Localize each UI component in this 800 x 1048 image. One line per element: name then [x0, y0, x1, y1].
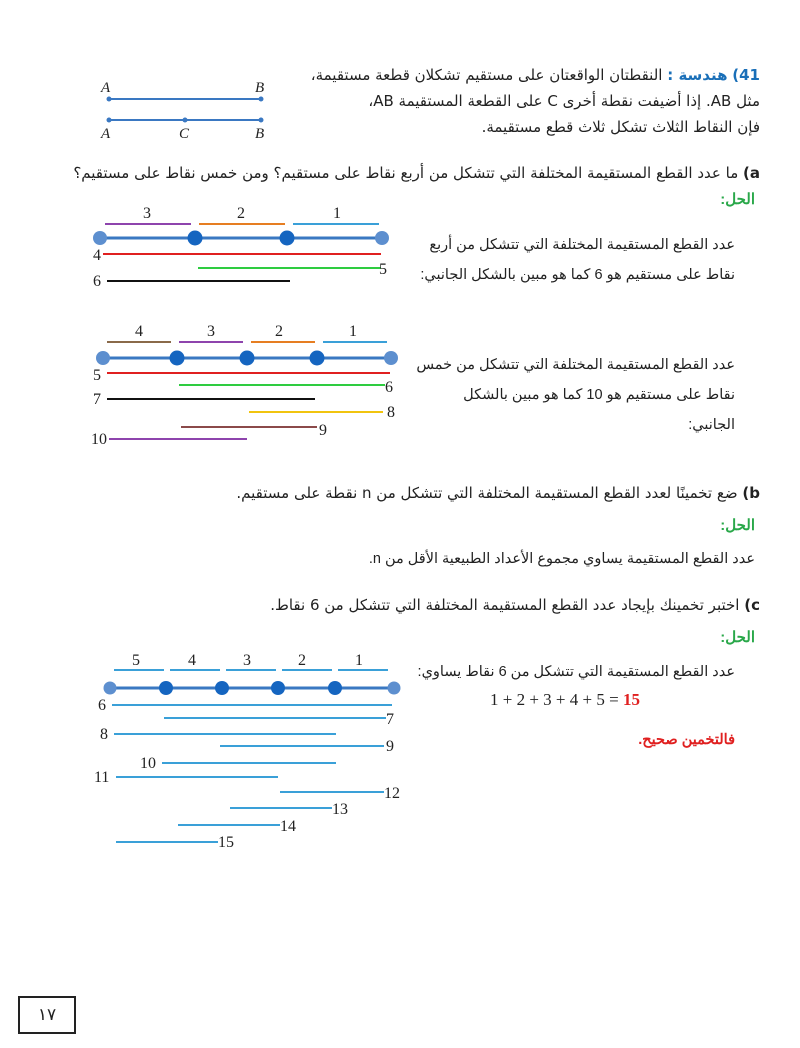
- part-b-letter: b): [742, 484, 760, 502]
- label-2: 2: [298, 652, 306, 669]
- label-b-2: B: [255, 126, 265, 142]
- segment-ab-figure: [95, 74, 285, 144]
- part-b-question: [40, 480, 760, 506]
- label-15: 15: [218, 834, 234, 851]
- label-1: 1: [355, 652, 363, 669]
- label-8: 8: [100, 726, 108, 743]
- label-1: 1: [349, 323, 357, 340]
- point-3: [240, 351, 255, 366]
- label-7: 7: [386, 711, 394, 728]
- problem-number: 41): [732, 66, 760, 84]
- label-b-1: B: [255, 80, 265, 96]
- label-4: 4: [93, 247, 101, 264]
- problem-line-2: مثل AB. إذا أضيفت نقطة أخرى C على القطعة المستقيمة AB،: [368, 92, 760, 110]
- point-b-2: [259, 118, 264, 123]
- label-10: 10: [91, 431, 107, 448]
- part-a-text-4-points: عدد القطع المستقيمة المختلفة التي تتشكل من أربع نقاط على مستقيم هو 6 كما هو مبين بالشكل الجانبي:: [420, 237, 735, 283]
- problem-tag: هندسة :: [667, 66, 728, 84]
- label-5: 5: [93, 367, 101, 384]
- point-6: [388, 682, 401, 695]
- label-11: 11: [94, 769, 110, 786]
- label-2: 2: [237, 205, 245, 222]
- label-7: 7: [93, 391, 101, 408]
- label-3: 3: [143, 205, 151, 222]
- part-c-conclusion: فالتخمين صحيح.: [638, 732, 735, 748]
- point-b-1: [259, 97, 264, 102]
- problem-statement: [240, 62, 760, 140]
- part-c-solution-label: الحل:: [720, 629, 755, 646]
- part-c-question: [40, 592, 760, 618]
- part-a-text-5-points: عدد القطع المستقيمة المختلفة التي تتشكل من خمس نقاط على مستقيم هو 10 كما هو مبين بالشكل الجانبي:: [416, 357, 735, 433]
- label-3: 3: [207, 323, 215, 340]
- equation-sum: 1 + 2 + 3 + 4 + 5 =: [490, 690, 623, 709]
- part-c-text: عدد القطع المستقيمة التي تتشكل من 6 نقاط يساوي:: [417, 664, 735, 680]
- part-c-letter: c): [744, 596, 760, 614]
- part-c-question-text: اختبر تخمينك بإيجاد عدد القطع المستقيمة المختلفة التي تتشكل من 6 نقاط.: [270, 596, 740, 614]
- point-2: [170, 351, 185, 366]
- point-5: [384, 351, 398, 365]
- point-1: [96, 351, 110, 365]
- label-a-2: A: [101, 126, 111, 142]
- label-6: 6: [93, 273, 101, 290]
- point-c-2: [183, 118, 188, 123]
- point-3: [215, 681, 229, 695]
- five-points-figure: [85, 318, 405, 454]
- part-a-solution-label: الحل:: [720, 191, 755, 208]
- point-3: [280, 231, 295, 246]
- point-a-2: [107, 118, 112, 123]
- label-2: 2: [275, 323, 283, 340]
- label-4: 4: [188, 652, 196, 669]
- label-4: 4: [135, 323, 143, 340]
- part-c-equation: [490, 690, 640, 710]
- label-9: 9: [386, 738, 394, 755]
- label-6: 6: [98, 697, 106, 714]
- part-a-letter: a): [743, 164, 760, 182]
- label-14: 14: [280, 818, 296, 835]
- label-12: 12: [384, 785, 400, 802]
- label-6: 6: [385, 379, 393, 396]
- point-2: [188, 231, 203, 246]
- label-5: 5: [132, 652, 140, 669]
- point-4: [375, 231, 389, 245]
- label-5: 5: [379, 261, 387, 278]
- part-b-solution-label: الحل:: [720, 517, 755, 534]
- equation-result: 15: [622, 690, 640, 709]
- problem-text-1: النقطتان الواقعتان على مستقيم تشكلان قطعة مستقيمة،: [310, 66, 663, 84]
- point-a-1: [107, 97, 112, 102]
- part-b-question-text: ضع تخمينًا لعدد القطع المستقيمة المختلفة التي تتشكل من n نقطة على مستقيم.: [236, 484, 738, 502]
- four-points-figure: [85, 198, 395, 298]
- label-a-1: A: [101, 80, 111, 96]
- label-9: 9: [319, 422, 327, 439]
- point-1: [104, 682, 117, 695]
- six-points-figure: [90, 648, 410, 852]
- part-b-answer: عدد القطع المستقيمة يساوي مجموع الأعداد الطبيعية الأقل من n.: [368, 551, 755, 567]
- label-c-2: C: [179, 126, 190, 142]
- problem-line-1: [240, 62, 760, 88]
- label-1: 1: [333, 205, 341, 222]
- part-a-question-text: ما عدد القطع المستقيمة المختلفة التي تتشكل من أربع نقاط على مستقيم؟ ومن خمس نقاط على مستقيم؟: [73, 164, 739, 182]
- point-5: [328, 681, 342, 695]
- point-4: [271, 681, 285, 695]
- point-1: [93, 231, 107, 245]
- problem-line-3: فإن النقاط الثلاث تشكل ثلاث قطع مستقيمة.: [481, 118, 760, 136]
- point-4: [310, 351, 325, 366]
- label-8: 8: [387, 404, 395, 421]
- page-number: ١٧: [18, 996, 76, 1034]
- label-10: 10: [140, 755, 156, 772]
- part-a-question: [40, 160, 760, 186]
- label-3: 3: [243, 652, 251, 669]
- point-2: [159, 681, 173, 695]
- label-13: 13: [332, 801, 348, 818]
